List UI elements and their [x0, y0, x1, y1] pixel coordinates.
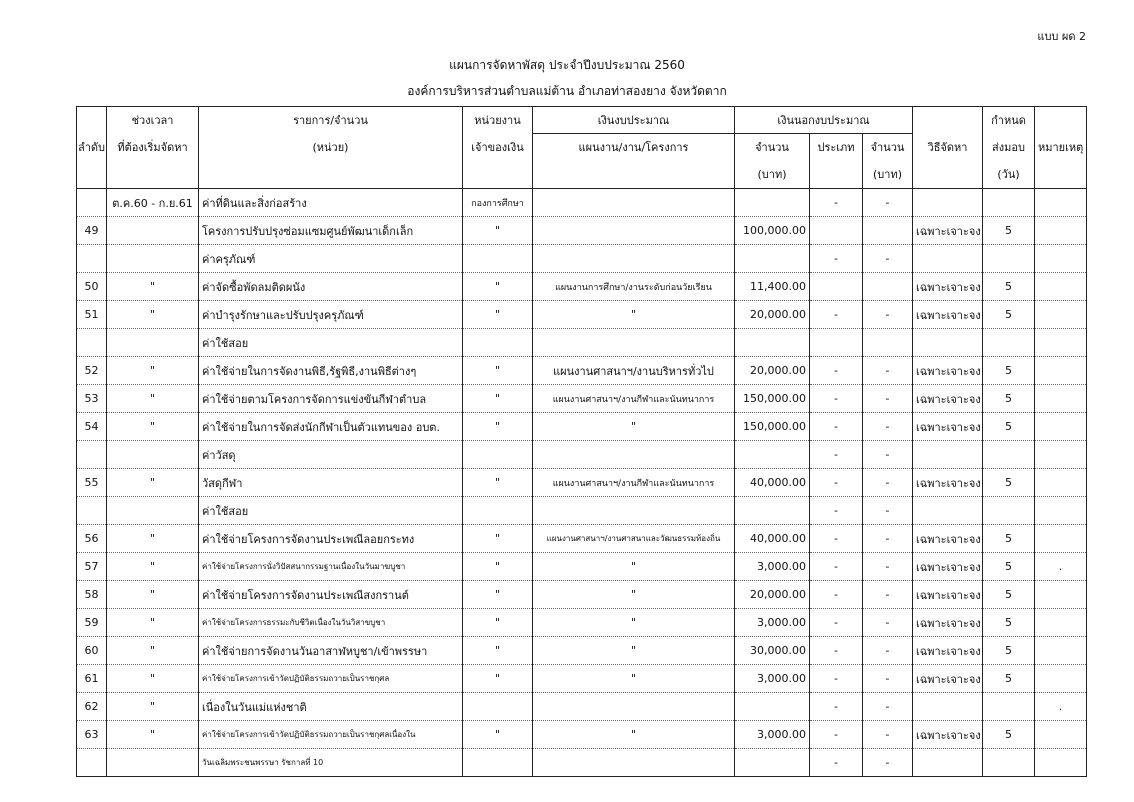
cell-item: ค่าใช้จ่ายโครงการนั่งวิปัสสนากรรมฐานเนื่องในวันมาฆบูชา — [199, 553, 463, 581]
cell-method: เฉพาะเจาะจง — [913, 553, 983, 581]
cell-period — [107, 329, 199, 357]
header-method-bottom — [913, 160, 983, 189]
header-delivery-2: ส่งมอบ — [983, 134, 1035, 161]
cell-seq: 53 — [77, 385, 107, 413]
cell-method — [913, 245, 983, 273]
cell-type: - — [810, 525, 863, 553]
cell-amount — [735, 189, 810, 217]
cell-amount — [735, 329, 810, 357]
cell-method — [913, 693, 983, 721]
table-row — [77, 329, 1087, 357]
cell-plan — [533, 441, 735, 469]
header-type-bottom — [810, 160, 863, 189]
cell-seq: 60 — [77, 637, 107, 665]
cell-remark — [1035, 413, 1087, 441]
cell-type — [810, 273, 863, 301]
cell-period — [107, 217, 199, 245]
header-item-bottom — [199, 160, 463, 189]
cell-days: 5 — [983, 301, 1035, 329]
cell-plan: " — [533, 637, 735, 665]
cell-type: - — [810, 693, 863, 721]
cell-owner — [463, 497, 533, 525]
cell-owner: " — [463, 525, 533, 553]
table-row — [77, 301, 1087, 329]
cell-period: " — [107, 553, 199, 581]
cell-owner: " — [463, 637, 533, 665]
cell-amount: 11,400.00 — [735, 273, 810, 301]
cell-method: เฉพาะเจาะจง — [913, 217, 983, 245]
cell-days: 5 — [983, 721, 1035, 749]
cell-plan — [533, 245, 735, 273]
cell-remark — [1035, 637, 1087, 665]
cell-days: 5 — [983, 525, 1035, 553]
header-amount2-unit: (บาท) — [863, 160, 913, 189]
header-seq-top — [77, 107, 107, 134]
cell-amount — [735, 441, 810, 469]
table-row — [77, 273, 1087, 301]
header-type: ประเภท — [810, 134, 863, 161]
cell-remark — [1035, 665, 1087, 693]
cell-item: ค่าบำรุงรักษาและปรับปรุงครุภัณฑ์ — [199, 301, 463, 329]
cell-period: " — [107, 385, 199, 413]
cell-type: - — [810, 609, 863, 637]
cell-method — [913, 329, 983, 357]
cell-item: ค่าใช้จ่ายโครงการเข้าวัดปฏิบัติธรรมถวายเป็นราชกุศล — [199, 665, 463, 693]
cell-seq — [77, 441, 107, 469]
cell-owner: " — [463, 553, 533, 581]
cell-owner — [463, 749, 533, 777]
cell-owner: " — [463, 665, 533, 693]
cell-plan: แผนงานศาสนาฯ/งานกีฬาและนันทนาการ — [533, 469, 735, 497]
table-row — [77, 553, 1087, 581]
cell-seq: 59 — [77, 609, 107, 637]
table-row — [77, 637, 1087, 665]
procurement-table — [76, 106, 1087, 777]
cell-period: " — [107, 413, 199, 441]
cell-days: 5 — [983, 357, 1035, 385]
cell-period: " — [107, 469, 199, 497]
cell-days: 5 — [983, 581, 1035, 609]
cell-plan: " — [533, 721, 735, 749]
cell-amount: 3,000.00 — [735, 665, 810, 693]
header-method: วิธีจัดหา — [913, 134, 983, 161]
cell-seq: 51 — [77, 301, 107, 329]
cell-item: เนื่องในวันแม่แห่งชาติ — [199, 693, 463, 721]
cell-seq: 61 — [77, 665, 107, 693]
cell-period: " — [107, 693, 199, 721]
cell-item: ค่าใช้จ่ายโครงการจัดงานประเพณีสงกรานต์ — [199, 581, 463, 609]
cell-days — [983, 245, 1035, 273]
cell-period: " — [107, 273, 199, 301]
table-row — [77, 413, 1087, 441]
cell-amount2: - — [863, 301, 913, 329]
cell-amount — [735, 749, 810, 777]
cell-method: เฉพาะเจาะจง — [913, 413, 983, 441]
cell-method — [913, 441, 983, 469]
cell-method: เฉพาะเจาะจง — [913, 301, 983, 329]
cell-type: - — [810, 385, 863, 413]
header-amount: จำนวน — [735, 134, 810, 161]
cell-period: " — [107, 609, 199, 637]
cell-amount2: - — [863, 497, 913, 525]
cell-seq — [77, 329, 107, 357]
cell-plan: " — [533, 665, 735, 693]
cell-period — [107, 441, 199, 469]
cell-remark — [1035, 273, 1087, 301]
cell-amount2: - — [863, 637, 913, 665]
header-delivery-unit: (วัน) — [983, 160, 1035, 189]
cell-owner — [463, 245, 533, 273]
cell-owner: " — [463, 413, 533, 441]
page-subtitle: องค์การบริหารส่วนตำบลแม่ต้าน อำเภอท่าสองยาง จังหวัดตาก — [407, 84, 727, 98]
cell-amount: 20,000.00 — [735, 301, 810, 329]
cell-plan: แผนงานศาสนาฯ/งานกีฬาและนันทนาการ — [533, 385, 735, 413]
table-row — [77, 665, 1087, 693]
form-id: แบบ ผด 2 — [1037, 30, 1086, 43]
cell-remark — [1035, 749, 1087, 777]
cell-days: 5 — [983, 665, 1035, 693]
cell-remark — [1035, 329, 1087, 357]
cell-period: " — [107, 721, 199, 749]
header-delivery: กำหนด — [983, 107, 1035, 134]
cell-plan: แผนงานการศึกษา/งานระดับก่อนวัยเรียน — [533, 273, 735, 301]
cell-type — [810, 329, 863, 357]
cell-method: เฉพาะเจาะจง — [913, 581, 983, 609]
cell-days — [983, 189, 1035, 217]
cell-remark: . — [1035, 693, 1087, 721]
cell-item: ค่าใช้จ่ายโครงการจัดงานประเพณีลอยกระทง — [199, 525, 463, 553]
cell-remark — [1035, 497, 1087, 525]
cell-period: " — [107, 637, 199, 665]
cell-amount — [735, 497, 810, 525]
cell-amount2 — [863, 217, 913, 245]
cell-item: ค่าใช้จ่ายโครงการธรรมะกับชีวิตเนื่องในวันวิสาขบูชา — [199, 609, 463, 637]
cell-seq — [77, 497, 107, 525]
cell-type: - — [810, 665, 863, 693]
cell-plan: " — [533, 609, 735, 637]
table-row — [77, 245, 1087, 273]
table-row — [77, 749, 1087, 777]
cell-days: 5 — [983, 273, 1035, 301]
header-period: ช่วงเวลา — [107, 107, 199, 134]
cell-seq — [77, 749, 107, 777]
cell-seq: 54 — [77, 413, 107, 441]
header-method-top — [913, 107, 983, 134]
cell-amount: 100,000.00 — [735, 217, 810, 245]
cell-plan — [533, 217, 735, 245]
table-row — [77, 357, 1087, 385]
cell-remark — [1035, 385, 1087, 413]
cell-days: 5 — [983, 469, 1035, 497]
cell-remark — [1035, 189, 1087, 217]
cell-days — [983, 497, 1035, 525]
cell-seq: 57 — [77, 553, 107, 581]
cell-type: - — [810, 301, 863, 329]
cell-owner: " — [463, 301, 533, 329]
cell-item: ค่าใช้จ่ายในการจัดงานพิธี,รัฐพิธี,งานพิธีต่างๆ — [199, 357, 463, 385]
header-item: รายการ/จำนวน — [199, 107, 463, 134]
cell-amount: 40,000.00 — [735, 525, 810, 553]
cell-owner: " — [463, 217, 533, 245]
cell-item: ค่าใช้จ่ายในการจัดส่งนักกีฬาเป็นตัวแทนของ อบต. — [199, 413, 463, 441]
cell-amount2 — [863, 329, 913, 357]
cell-period: " — [107, 581, 199, 609]
cell-item: ค่าใช้สอย — [199, 329, 463, 357]
cell-item: ค่าใช้สอย — [199, 497, 463, 525]
cell-amount: 3,000.00 — [735, 721, 810, 749]
table-row — [77, 469, 1087, 497]
cell-seq: 58 — [77, 581, 107, 609]
cell-seq: 62 — [77, 693, 107, 721]
cell-amount2: - — [863, 357, 913, 385]
cell-period — [107, 497, 199, 525]
cell-amount2: - — [863, 441, 913, 469]
cell-amount2: - — [863, 413, 913, 441]
cell-type: - — [810, 357, 863, 385]
cell-plan: " — [533, 553, 735, 581]
header-period-2: ที่ต้องเริ่มจัดหา — [107, 134, 199, 161]
header-remark-bottom — [1035, 160, 1087, 189]
cell-amount2: - — [863, 665, 913, 693]
cell-plan: แผนงานศาสนาฯ/งานบริหารทั่วไป — [533, 357, 735, 385]
cell-seq — [77, 245, 107, 273]
cell-item: ค่าวัสดุ — [199, 441, 463, 469]
cell-days — [983, 441, 1035, 469]
cell-owner: " — [463, 721, 533, 749]
header-offbudget: เงินนอกงบประมาณ — [735, 107, 913, 134]
cell-seq: 55 — [77, 469, 107, 497]
cell-method: เฉพาะเจาะจง — [913, 721, 983, 749]
cell-days: 5 — [983, 413, 1035, 441]
cell-owner: กองการศึกษา — [463, 189, 533, 217]
table-row — [77, 609, 1087, 637]
header-amount-unit: (บาท) — [735, 160, 810, 189]
cell-amount — [735, 693, 810, 721]
cell-type: - — [810, 581, 863, 609]
cell-days — [983, 693, 1035, 721]
cell-remark — [1035, 609, 1087, 637]
cell-amount: 20,000.00 — [735, 581, 810, 609]
cell-amount2: - — [863, 469, 913, 497]
header-owner: หน่วยงาน — [463, 107, 533, 134]
cell-item: ค่าใช้จ่ายการจัดงานวันอาสาฬหบูชา/เข้าพรรษา — [199, 637, 463, 665]
cell-seq: 52 — [77, 357, 107, 385]
cell-owner: " — [463, 385, 533, 413]
header-seq-bottom — [77, 160, 107, 189]
cell-remark — [1035, 357, 1087, 385]
table-row — [77, 497, 1087, 525]
cell-amount2 — [863, 273, 913, 301]
cell-amount2: - — [863, 609, 913, 637]
cell-owner: " — [463, 581, 533, 609]
cell-item: ค่าใช้จ่ายโครงการเข้าวัดปฏิบัติธรรมถวายเป็นราชกุศลเนื่องใน — [199, 721, 463, 749]
cell-amount2: - — [863, 693, 913, 721]
header-amount2: จำนวน — [863, 134, 913, 161]
cell-item: ค่าจัดซื้อพัดลมติดผนัง — [199, 273, 463, 301]
cell-remark — [1035, 525, 1087, 553]
cell-remark: . — [1035, 553, 1087, 581]
cell-remark — [1035, 721, 1087, 749]
table-row — [77, 525, 1087, 553]
cell-type: - — [810, 441, 863, 469]
cell-days: 5 — [983, 385, 1035, 413]
cell-item: ค่าที่ดินและสิ่งก่อสร้าง — [199, 189, 463, 217]
header-remark: หมายเหตุ — [1035, 134, 1087, 161]
cell-method: เฉพาะเจาะจง — [913, 469, 983, 497]
cell-amount: 150,000.00 — [735, 413, 810, 441]
cell-remark — [1035, 441, 1087, 469]
cell-method: เฉพาะเจาะจง — [913, 385, 983, 413]
cell-seq: 63 — [77, 721, 107, 749]
cell-type: - — [810, 637, 863, 665]
cell-method — [913, 497, 983, 525]
cell-period: " — [107, 357, 199, 385]
cell-plan — [533, 749, 735, 777]
cell-owner: " — [463, 609, 533, 637]
table-row — [77, 581, 1087, 609]
cell-item: วันเฉลิมพระชนพรรษา รัชกาลที่ 10 — [199, 749, 463, 777]
cell-days: 5 — [983, 553, 1035, 581]
cell-type: - — [810, 245, 863, 273]
table-row — [77, 441, 1087, 469]
cell-period: " — [107, 665, 199, 693]
cell-plan — [533, 497, 735, 525]
cell-method: เฉพาะเจาะจง — [913, 665, 983, 693]
table-row — [77, 693, 1087, 721]
cell-period — [107, 749, 199, 777]
cell-owner: " — [463, 273, 533, 301]
cell-owner — [463, 329, 533, 357]
cell-remark — [1035, 217, 1087, 245]
cell-amount: 40,000.00 — [735, 469, 810, 497]
cell-owner — [463, 441, 533, 469]
cell-type: - — [810, 497, 863, 525]
cell-days: 5 — [983, 637, 1035, 665]
header-plan-bottom — [533, 160, 735, 189]
header-plan: แผนงาน/งาน/โครงการ — [533, 134, 735, 161]
cell-period: ต.ค.60 - ก.ย.61 — [107, 189, 199, 217]
cell-type: - — [810, 469, 863, 497]
cell-plan — [533, 693, 735, 721]
cell-amount2: - — [863, 581, 913, 609]
cell-item: ค่าครุภัณฑ์ — [199, 245, 463, 273]
header-seq: ลำดับ — [77, 134, 107, 161]
cell-plan: " — [533, 581, 735, 609]
page-title: แผนการจัดหาพัสดุ ประจำปีงบประมาณ 2560 — [449, 58, 685, 72]
cell-method — [913, 749, 983, 777]
cell-days — [983, 749, 1035, 777]
cell-days — [983, 329, 1035, 357]
cell-days: 5 — [983, 217, 1035, 245]
cell-amount2: - — [863, 553, 913, 581]
cell-method: เฉพาะเจาะจง — [913, 525, 983, 553]
cell-remark — [1035, 469, 1087, 497]
cell-owner: " — [463, 357, 533, 385]
cell-plan: แผนงานศาสนาฯ/งานศาสนาและวัฒนธรรมท้องถิ่น — [533, 525, 735, 553]
cell-amount2: - — [863, 721, 913, 749]
cell-period — [107, 245, 199, 273]
cell-amount2: - — [863, 189, 913, 217]
cell-type: - — [810, 721, 863, 749]
cell-period: " — [107, 525, 199, 553]
cell-seq: 49 — [77, 217, 107, 245]
cell-amount — [735, 245, 810, 273]
cell-remark — [1035, 301, 1087, 329]
header-period-bottom — [107, 160, 199, 189]
table-row — [77, 385, 1087, 413]
cell-plan: " — [533, 413, 735, 441]
cell-type — [810, 217, 863, 245]
cell-seq: 56 — [77, 525, 107, 553]
cell-amount2: - — [863, 245, 913, 273]
cell-method: เฉพาะเจาะจง — [913, 609, 983, 637]
cell-remark — [1035, 581, 1087, 609]
cell-plan: " — [533, 301, 735, 329]
cell-amount2: - — [863, 749, 913, 777]
cell-amount: 20,000.00 — [735, 357, 810, 385]
cell-owner: " — [463, 469, 533, 497]
cell-item: ค่าใช้จ่ายตามโครงการจัดการแข่งขันกีฬาตำบล — [199, 385, 463, 413]
cell-plan — [533, 329, 735, 357]
cell-amount: 3,000.00 — [735, 553, 810, 581]
cell-method: เฉพาะเจาะจง — [913, 357, 983, 385]
table-row — [77, 189, 1087, 217]
cell-owner — [463, 693, 533, 721]
cell-method: เฉพาะเจาะจง — [913, 637, 983, 665]
cell-period: " — [107, 301, 199, 329]
cell-type: - — [810, 553, 863, 581]
cell-amount2: - — [863, 525, 913, 553]
cell-type: - — [810, 189, 863, 217]
cell-plan — [533, 189, 735, 217]
header-owner-2: เจ้าของเงิน — [463, 134, 533, 161]
cell-seq: 50 — [77, 273, 107, 301]
cell-item: โครงการปรับปรุงซ่อมแซมศูนย์พัฒนาเด็กเล็ก — [199, 217, 463, 245]
cell-method: เฉพาะเจาะจง — [913, 273, 983, 301]
cell-type: - — [810, 749, 863, 777]
cell-remark — [1035, 245, 1087, 273]
table-row — [77, 721, 1087, 749]
cell-seq — [77, 189, 107, 217]
header-owner-bottom — [463, 160, 533, 189]
header-budget: เงินงบประมาณ — [533, 107, 735, 134]
cell-amount: 30,000.00 — [735, 637, 810, 665]
table-row — [77, 217, 1087, 245]
table-body — [77, 189, 1087, 777]
cell-amount: 150,000.00 — [735, 385, 810, 413]
cell-type: - — [810, 413, 863, 441]
header-remark-top — [1035, 107, 1087, 134]
cell-method — [913, 189, 983, 217]
cell-amount2: - — [863, 385, 913, 413]
header-item-2: (หน่วย) — [199, 134, 463, 161]
cell-item: วัสดุกีฬา — [199, 469, 463, 497]
cell-days: 5 — [983, 609, 1035, 637]
cell-amount: 3,000.00 — [735, 609, 810, 637]
